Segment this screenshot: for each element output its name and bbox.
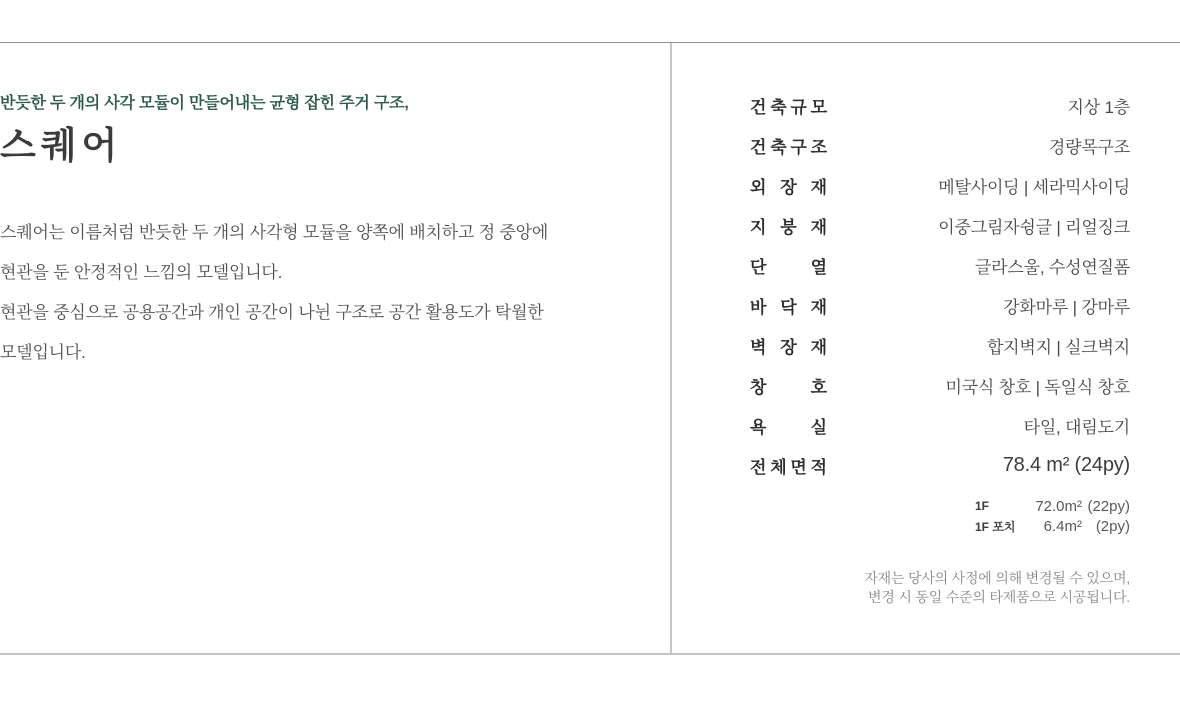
floor-area-row: [975, 516, 1130, 536]
floor-area-value: 6.4m²: [1043, 517, 1082, 535]
spec-value: 이중그림자슁글 | 리얼징크: [938, 217, 1130, 237]
spec-row: [750, 405, 1130, 445]
spec-label: 건 축 규 모: [750, 97, 827, 117]
spec-value: 78.4 m² (24py): [1002, 453, 1130, 476]
spec-value: 미국식 창호 | 독일식 창호: [945, 377, 1130, 397]
description-line: 모델입니다.: [0, 343, 86, 362]
spec-label: 욕 실: [750, 417, 827, 437]
spec-label: 지 붕 재: [750, 217, 827, 237]
spec-label: 건 축 구 조: [750, 137, 827, 157]
spec-value: 지상 1층: [1067, 97, 1130, 117]
spec-label: 외 장 재: [750, 177, 827, 197]
floor-label: 1F: [975, 499, 990, 513]
vertical-divider-line: [670, 43, 672, 653]
spec-value: 합지벽지 | 실크벽지: [986, 337, 1130, 357]
spec-row: [750, 165, 1130, 205]
spec-value: 글라스울, 수성연질폼: [974, 257, 1130, 277]
spec-row: [750, 245, 1130, 285]
floor-area-value: 72.0m²: [1035, 497, 1082, 515]
spec-table: [750, 85, 1130, 485]
spec-label: 전 체 면 적: [750, 457, 827, 477]
model-description: [0, 213, 660, 373]
materials-disclaimer-note: [864, 569, 1130, 607]
spec-row: [750, 365, 1130, 405]
model-tagline: 반듯한 두 개의 사각 모듈이 만들어내는 균형 잡힌 주거 구조,: [0, 95, 409, 112]
spec-row: [750, 205, 1130, 245]
floor-area-pyeong: (22py): [1087, 497, 1130, 515]
bottom-divider-line: [0, 653, 1180, 655]
spec-row: [750, 285, 1130, 325]
spec-label: 바 닥 재: [750, 297, 827, 317]
description-line: 현관을 중심으로 공용공간과 개인 공간이 나뉜 구조로 공간 활용도가 탁월한: [0, 303, 544, 322]
spec-row: [750, 85, 1130, 125]
model-title: 스퀘어: [0, 125, 123, 166]
floor-area-pyeong: (2py): [1095, 517, 1130, 535]
top-divider-line: [0, 42, 1180, 43]
spec-value: 강화마루 | 강마루: [1003, 297, 1130, 317]
description-line: 현관을 둔 안정적인 느낌의 모델입니다.: [0, 263, 283, 282]
spec-row: [750, 445, 1130, 485]
description-line: 스퀘어는 이름처럼 반듯한 두 개의 사각형 모듈을 양쪽에 배치하고 정 중앙에: [0, 223, 549, 242]
spec-value: 타일, 대림도기: [1023, 417, 1130, 437]
spec-value: 메탈사이딩 | 세라믹사이딩: [938, 177, 1130, 197]
spec-label: 창 호: [750, 377, 827, 397]
spec-row: [750, 325, 1130, 365]
spec-label: 벽 장 재: [750, 337, 827, 357]
spec-label: 단 열: [750, 257, 827, 277]
disclaimer-line: 자재는 당사의 사정에 의해 변경될 수 있으며,: [864, 570, 1130, 586]
spec-row: [750, 125, 1130, 165]
floor-area-row: [975, 496, 1130, 516]
floor-area-breakdown: [975, 496, 1130, 536]
disclaimer-line: 변경 시 동일 수준의 타제품으로 시공됩니다.: [868, 589, 1130, 605]
spec-value: 경량목구조: [1048, 137, 1130, 157]
floor-label: 1F 포치: [975, 519, 1016, 534]
